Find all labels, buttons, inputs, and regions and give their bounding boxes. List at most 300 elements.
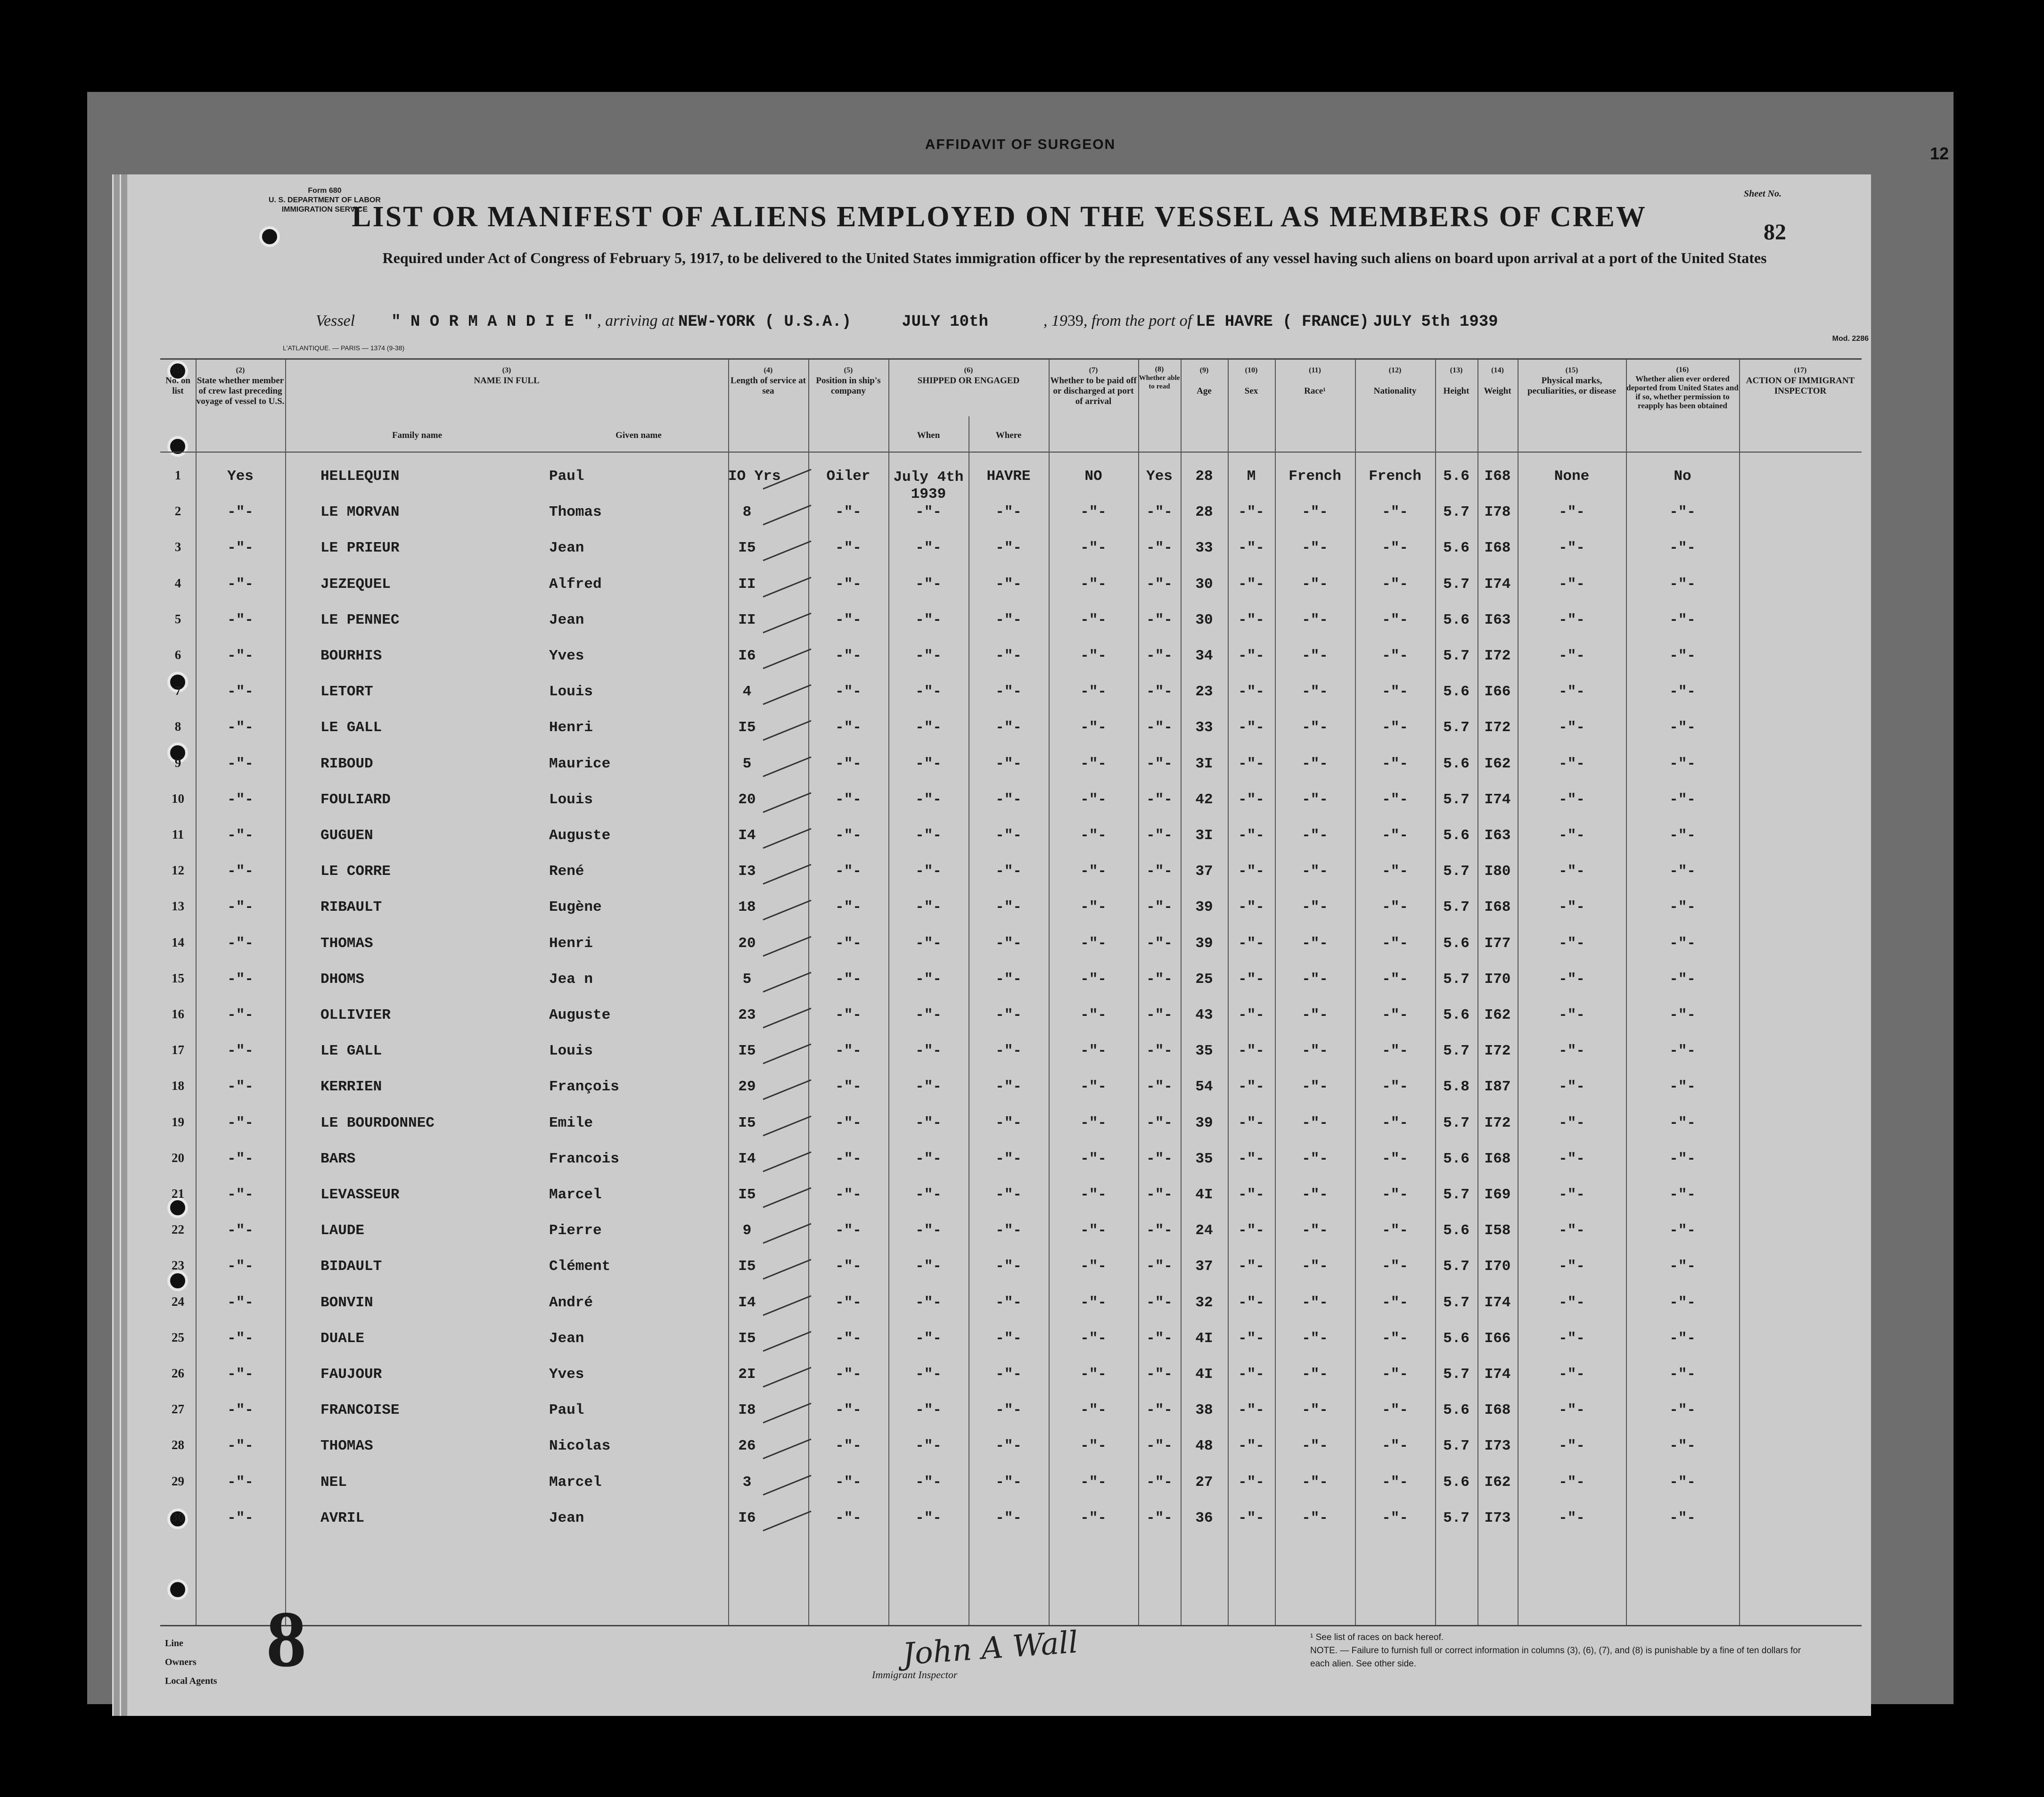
table-row — [160, 1258, 1862, 1294]
cell-nationality: -"- — [1382, 1509, 1408, 1526]
checkmark-stroke — [763, 1331, 811, 1352]
cell-when: -"- — [915, 1007, 942, 1023]
checkmark-stroke — [763, 1044, 811, 1064]
cell-sex: -"- — [1238, 827, 1264, 844]
cell-age: 39 — [1195, 1114, 1213, 1131]
cell-where: -"- — [995, 576, 1022, 593]
cell-prev: -"- — [227, 576, 254, 593]
cell-race: -"- — [1302, 648, 1328, 664]
cell-prev: -"- — [227, 1366, 254, 1383]
cell-paid: -"- — [1080, 719, 1107, 736]
cell-sex: -"- — [1238, 1043, 1264, 1060]
cell-sex: -"- — [1238, 540, 1264, 557]
cell-age: 38 — [1195, 1402, 1213, 1419]
cell-marks: -"- — [1559, 935, 1585, 952]
service-name: IMMIGRATION SERVICE — [281, 206, 368, 214]
cell-height: 5.6 — [1443, 684, 1469, 701]
cell-weight: I69 — [1484, 1187, 1511, 1203]
cell-weight: I72 — [1484, 648, 1511, 664]
header-position: (5) Position in ship's company — [816, 366, 881, 396]
cell-height: 5.7 — [1443, 1438, 1469, 1455]
table-row — [160, 1115, 1862, 1151]
cell-position: -"- — [835, 1258, 862, 1275]
cell-weight: I66 — [1484, 1330, 1511, 1347]
cell-marks: -"- — [1559, 540, 1585, 557]
cell-when: -"- — [915, 1330, 942, 1347]
cell-where: -"- — [995, 504, 1022, 521]
cell-nationality: -"- — [1382, 899, 1408, 916]
cell-where: -"- — [995, 719, 1022, 736]
cell-deported: -"- — [1669, 719, 1696, 736]
cell-where: -"- — [995, 1402, 1022, 1419]
header-rule — [160, 452, 1862, 453]
cell-given: François — [549, 1079, 619, 1096]
page-title: LIST OR MANIFEST OF ALIENS EMPLOYED ON THE VESSEL AS MEMBERS OF CREW — [352, 201, 1647, 233]
departure-date: JULY 5th 1939 — [1373, 313, 1498, 331]
cell-prev: -"- — [227, 611, 254, 628]
cell-no: 15 — [172, 971, 184, 985]
cell-age: 28 — [1195, 504, 1213, 521]
cell-position: -"- — [835, 648, 862, 664]
cell-paid: -"- — [1080, 1330, 1107, 1347]
cell-read: -"- — [1146, 1438, 1173, 1455]
cell-when: -"- — [915, 1294, 942, 1311]
cell-marks: -"- — [1559, 1079, 1585, 1096]
cell-family: LE GALL — [320, 719, 382, 736]
cell-no: 6 — [174, 648, 181, 662]
cell-no: 5 — [174, 611, 181, 626]
printer-imprint: L'ATLANTIQUE. — PARIS — 1374 (9-38) — [283, 344, 405, 352]
cell-prev: -"- — [227, 1079, 254, 1096]
cell-sex: -"- — [1238, 504, 1264, 521]
cell-nationality: -"- — [1382, 755, 1408, 772]
header-race: (11) Race¹ — [1304, 366, 1326, 396]
checkmark-stroke — [763, 1115, 811, 1136]
checkmark-stroke — [763, 541, 811, 561]
cell-deported: -"- — [1669, 1079, 1696, 1096]
cell-position: -"- — [835, 791, 862, 808]
header-weight: (14) Weight — [1484, 366, 1511, 396]
cell-read: -"- — [1146, 1509, 1173, 1526]
cell-family: LE GALL — [320, 1043, 382, 1060]
cell-nationality: -"- — [1382, 1294, 1408, 1311]
cell-race: -"- — [1302, 576, 1328, 593]
cell-race: French — [1289, 468, 1341, 485]
cell-paid: -"- — [1080, 1258, 1107, 1275]
cell-marks: -"- — [1559, 1258, 1585, 1275]
cell-marks: -"- — [1559, 576, 1585, 593]
cell-deported: -"- — [1669, 1222, 1696, 1239]
cell-prev: -"- — [227, 1114, 254, 1131]
cell-read: -"- — [1146, 611, 1173, 628]
cell-family: FAUJOUR — [320, 1366, 382, 1383]
cell-weight: I70 — [1484, 1258, 1511, 1275]
cell-position: -"- — [835, 1509, 862, 1526]
cell-nationality: -"- — [1382, 648, 1408, 664]
cell-sex: -"- — [1238, 1438, 1264, 1455]
cell-weight: I68 — [1484, 1402, 1511, 1419]
cell-age: 4I — [1195, 1330, 1213, 1347]
sheet-number-label: Sheet No. — [1744, 189, 1781, 199]
cell-age: 54 — [1195, 1079, 1213, 1096]
cell-given: Yves — [549, 1366, 584, 1383]
cell-weight: I68 — [1484, 899, 1511, 916]
cell-where: -"- — [995, 1114, 1022, 1131]
cell-weight: I77 — [1484, 935, 1511, 952]
cell-race: -"- — [1302, 791, 1328, 808]
cell-no: 22 — [172, 1222, 184, 1237]
cell-service: I5 — [738, 1043, 756, 1060]
cell-deported: -"- — [1669, 863, 1696, 880]
cell-sex: -"- — [1238, 791, 1264, 808]
cell-nationality: -"- — [1382, 971, 1408, 988]
cell-sex: -"- — [1238, 935, 1264, 952]
cell-height: 5.7 — [1443, 1114, 1469, 1131]
table-row — [160, 827, 1862, 863]
cell-family: BOURHIS — [320, 648, 382, 664]
local-agents-label: Local Agents — [165, 1676, 217, 1686]
cell-service: IO Yrs — [728, 468, 781, 485]
cell-position: -"- — [835, 755, 862, 772]
cell-height: 5.6 — [1443, 1150, 1469, 1167]
cell-height: 5.7 — [1443, 1043, 1469, 1060]
page-edge — [120, 174, 128, 1716]
cell-given: Nicolas — [549, 1438, 611, 1455]
cell-age: 39 — [1195, 899, 1213, 916]
cell-no: 11 — [172, 827, 184, 841]
cell-service: 18 — [738, 899, 756, 916]
cell-no: 1 — [174, 468, 181, 482]
cell-when: July 4th 1939 — [893, 469, 964, 503]
cell-weight: I80 — [1484, 863, 1511, 880]
footnote — [1310, 1631, 1805, 1671]
cell-position: -"- — [835, 1330, 862, 1347]
cell-paid: -"- — [1080, 1079, 1107, 1096]
cell-when: -"- — [915, 1474, 942, 1491]
cell-prev: -"- — [227, 1438, 254, 1455]
cell-height: 5.7 — [1443, 1366, 1469, 1383]
cell-weight: I74 — [1484, 1366, 1511, 1383]
cell-service: 26 — [738, 1438, 756, 1455]
checkmark-stroke — [763, 1187, 811, 1208]
cell-prev: -"- — [227, 935, 254, 952]
cell-deported: -"- — [1669, 1007, 1696, 1023]
back-sheet-number: 12 — [1929, 144, 1949, 163]
cell-marks: -"- — [1559, 1402, 1585, 1419]
cell-race: -"- — [1302, 684, 1328, 701]
cell-age: 4I — [1195, 1187, 1213, 1203]
form-subtitle: Required under Act of Congress of February 5, 1917, to be delivered to the United States immigration officer by the representatives of any vessel having such aliens on board upon arrival at a port of the United States — [382, 249, 1767, 266]
cell-nationality: -"- — [1382, 935, 1408, 952]
cell-service: 29 — [738, 1079, 756, 1096]
cell-paid: -"- — [1080, 1509, 1107, 1526]
cell-paid: -"- — [1080, 1438, 1107, 1455]
table-row — [160, 1187, 1862, 1222]
cell-race: -"- — [1302, 1474, 1328, 1491]
table-row — [160, 791, 1862, 827]
cell-race: -"- — [1302, 1114, 1328, 1131]
cell-weight: I74 — [1484, 576, 1511, 593]
cell-deported: -"- — [1669, 791, 1696, 808]
cell-height: 5.6 — [1443, 827, 1469, 844]
year-suffix: 39 — [1067, 312, 1084, 330]
table-row — [160, 899, 1862, 935]
header-given-name: Given name — [616, 430, 662, 440]
cell-marks: -"- — [1559, 1330, 1585, 1347]
checkmark-stroke — [763, 1223, 811, 1244]
cell-height: 5.7 — [1443, 576, 1469, 593]
cell-sex: -"- — [1238, 1007, 1264, 1023]
cell-prev: -"- — [227, 1222, 254, 1239]
cell-position: -"- — [835, 540, 862, 557]
cell-when: -"- — [915, 899, 942, 916]
cell-sex: -"- — [1238, 1366, 1264, 1383]
cell-where: -"- — [995, 1294, 1022, 1311]
cell-weight: I63 — [1484, 611, 1511, 628]
cell-no: 27 — [172, 1402, 184, 1417]
cell-read: -"- — [1146, 1402, 1173, 1419]
vessel-label: Vessel — [316, 312, 355, 330]
cell-marks: -"- — [1559, 1114, 1585, 1131]
cell-prev: -"- — [227, 1509, 254, 1526]
checkmark-stroke — [763, 1367, 811, 1388]
cell-weight: I58 — [1484, 1222, 1511, 1239]
cell-read: -"- — [1146, 1474, 1173, 1491]
cell-given: Clément — [549, 1258, 611, 1275]
header-nationality: (12) Nationality — [1373, 366, 1417, 396]
department-name: U. S. DEPARTMENT OF LABOR — [269, 196, 381, 204]
cell-service: I5 — [738, 1187, 756, 1203]
cell-when: -"- — [915, 1509, 942, 1526]
cell-where: -"- — [995, 1043, 1022, 1060]
inspector-signature: John A Wall — [901, 1625, 1079, 1672]
cell-family: FRANCOISE — [320, 1402, 400, 1419]
header-shipped-or-engaged: (6) SHIPPED OR ENGAGED — [917, 366, 1020, 386]
cell-paid: -"- — [1080, 1187, 1107, 1203]
cell-service: 5 — [742, 755, 752, 772]
cell-age: 27 — [1195, 1474, 1213, 1491]
cell-paid: -"- — [1080, 899, 1107, 916]
cell-when: -"- — [915, 935, 942, 952]
cell-service: II — [738, 576, 756, 593]
cell-where: -"- — [995, 648, 1022, 664]
cell-paid: -"- — [1080, 935, 1107, 952]
cell-position: -"- — [835, 504, 862, 521]
cell-age: 4I — [1195, 1366, 1213, 1383]
cell-deported: -"- — [1669, 1258, 1696, 1275]
cell-paid: -"- — [1080, 1150, 1107, 1167]
header-age: (9) Age — [1197, 366, 1212, 396]
manifest-table — [160, 358, 1862, 1626]
cell-position: -"- — [835, 1438, 862, 1455]
cell-position: -"- — [835, 1222, 862, 1239]
cell-nationality: -"- — [1382, 863, 1408, 880]
table-row — [160, 1438, 1862, 1474]
checkmark-stroke — [763, 1259, 811, 1280]
checkmark-stroke — [763, 505, 811, 526]
cell-age: 39 — [1195, 935, 1213, 952]
cell-sex: -"- — [1238, 1258, 1264, 1275]
cell-sex: -"- — [1238, 899, 1264, 916]
cell-family: THOMAS — [320, 1438, 373, 1455]
cell-paid: -"- — [1080, 576, 1107, 593]
cell-prev: -"- — [227, 1187, 254, 1203]
cell-paid: -"- — [1080, 1366, 1107, 1383]
checkmark-stroke — [763, 1008, 811, 1029]
cell-weight: I74 — [1484, 1294, 1511, 1311]
cell-position: Oiler — [826, 468, 870, 485]
cell-service: 20 — [738, 791, 756, 808]
cell-height: 5.7 — [1443, 1258, 1469, 1275]
cell-paid: -"- — [1080, 611, 1107, 628]
cell-nationality: -"- — [1382, 1402, 1408, 1419]
cell-weight: I73 — [1484, 1509, 1511, 1526]
cell-read: -"- — [1146, 719, 1173, 736]
cell-when: -"- — [915, 1438, 942, 1455]
cell-race: -"- — [1302, 863, 1328, 880]
form-number: Form 680 — [308, 187, 342, 195]
cell-deported: -"- — [1669, 899, 1696, 916]
cell-prev: -"- — [227, 648, 254, 664]
cell-where: -"- — [995, 1079, 1022, 1096]
cell-when: -"- — [915, 1187, 942, 1203]
cell-paid: -"- — [1080, 755, 1107, 772]
cell-when: -"- — [915, 540, 942, 557]
cell-age: 35 — [1195, 1150, 1213, 1167]
cell-race: -"- — [1302, 971, 1328, 988]
cell-given: Jean — [549, 611, 584, 628]
cell-position: -"- — [835, 1474, 862, 1491]
cell-position: -"- — [835, 576, 862, 593]
cell-position: -"- — [835, 971, 862, 988]
cell-weight: I72 — [1484, 1114, 1511, 1131]
cell-no: 28 — [172, 1438, 184, 1452]
cell-prev: -"- — [227, 827, 254, 844]
header-name-in-full: (3) NAME IN FULL — [474, 366, 540, 386]
cell-no: 16 — [172, 1007, 184, 1021]
cell-paid: -"- — [1080, 1007, 1107, 1023]
cell-race: -"- — [1302, 1258, 1328, 1275]
cell-given: Jean — [549, 1330, 584, 1347]
table-row — [160, 1007, 1862, 1043]
cell-marks: -"- — [1559, 791, 1585, 808]
cell-service: I8 — [738, 1402, 756, 1419]
cell-nationality: -"- — [1382, 1079, 1408, 1096]
cell-sex: M — [1247, 468, 1256, 485]
cell-weight: I87 — [1484, 1079, 1511, 1096]
cell-nationality: -"- — [1382, 1258, 1408, 1275]
cell-deported: No — [1674, 468, 1691, 485]
cell-read: -"- — [1146, 1150, 1173, 1167]
cell-marks: -"- — [1559, 504, 1585, 521]
cell-weight: I70 — [1484, 971, 1511, 988]
checkmark-stroke — [763, 828, 811, 849]
back-sheet-header: AFFIDAVIT OF SURGEON — [925, 137, 1116, 152]
cell-family: DHOMS — [320, 971, 365, 988]
cell-nationality: -"- — [1382, 1330, 1408, 1347]
cell-when: -"- — [915, 1258, 942, 1275]
cell-height: 5.6 — [1443, 1007, 1469, 1023]
cell-where: -"- — [995, 1222, 1022, 1239]
page-edge — [112, 174, 120, 1716]
vessel-line — [316, 312, 1498, 331]
cell-height: 5.7 — [1443, 899, 1469, 916]
cell-prev: -"- — [227, 1150, 254, 1167]
cell-read: -"- — [1146, 1114, 1173, 1131]
cell-weight: I72 — [1484, 719, 1511, 736]
table-row — [160, 935, 1862, 971]
cell-given: Yves — [549, 648, 584, 664]
cell-no: 25 — [172, 1330, 184, 1344]
arriving-label: , arriving at — [597, 312, 674, 330]
checkmark-stroke — [763, 1510, 811, 1531]
cell-weight: I68 — [1484, 1150, 1511, 1167]
cell-given: Paul — [549, 1402, 584, 1419]
cell-where: -"- — [995, 1438, 1022, 1455]
cell-position: -"- — [835, 1079, 862, 1096]
cell-read: -"- — [1146, 1043, 1173, 1060]
cell-family: LETORT — [320, 684, 373, 701]
cell-race: -"- — [1302, 1187, 1328, 1203]
checkmark-stroke — [763, 972, 811, 992]
table-row — [160, 1330, 1862, 1366]
cell-paid: -"- — [1080, 1114, 1107, 1131]
cell-given: Jean — [549, 540, 584, 557]
cell-age: 33 — [1195, 540, 1213, 557]
cell-sex: -"- — [1238, 1294, 1264, 1311]
cell-family: FOULIARD — [320, 791, 391, 808]
cell-weight: I68 — [1484, 540, 1511, 557]
table-row — [160, 1294, 1862, 1330]
cell-height: 5.6 — [1443, 1402, 1469, 1419]
cell-age: 28 — [1195, 468, 1213, 485]
cell-height: 5.6 — [1443, 540, 1469, 557]
cell-nationality: -"- — [1382, 1150, 1408, 1167]
cell-deported: -"- — [1669, 1366, 1696, 1383]
cell-where: -"- — [995, 1187, 1022, 1203]
cell-race: -"- — [1302, 899, 1328, 916]
cell-paid: -"- — [1080, 1043, 1107, 1060]
cell-read: -"- — [1146, 1187, 1173, 1203]
cell-where: -"- — [995, 863, 1022, 880]
cell-where: -"- — [995, 1366, 1022, 1383]
cell-deported: -"- — [1669, 611, 1696, 628]
cell-read: -"- — [1146, 540, 1173, 557]
cell-read: -"- — [1146, 755, 1173, 772]
table-row — [160, 576, 1862, 612]
cell-age: 35 — [1195, 1043, 1213, 1060]
footnote-races: ¹ See list of races on back hereof. — [1310, 1632, 1444, 1642]
checkmark-stroke — [763, 936, 811, 956]
cell-age: 3I — [1195, 755, 1213, 772]
table-row — [160, 648, 1862, 684]
cell-marks: -"- — [1559, 863, 1585, 880]
checkmark-stroke — [763, 1151, 811, 1172]
cell-paid: -"- — [1080, 684, 1107, 701]
cell-position: -"- — [835, 827, 862, 844]
cell-marks: -"- — [1559, 1438, 1585, 1455]
cell-given: Jean — [549, 1509, 584, 1526]
model-number: Mod. 2286 — [1832, 335, 1869, 343]
cell-prev: -"- — [227, 755, 254, 772]
cell-service: I3 — [738, 863, 756, 880]
cell-no: 2 — [174, 504, 181, 519]
cell-paid: -"- — [1080, 1474, 1107, 1491]
cell-given: Jea n — [549, 971, 593, 988]
cell-where: -"- — [995, 1474, 1022, 1491]
cell-prev: -"- — [227, 504, 254, 521]
checkmark-stroke — [763, 577, 811, 597]
